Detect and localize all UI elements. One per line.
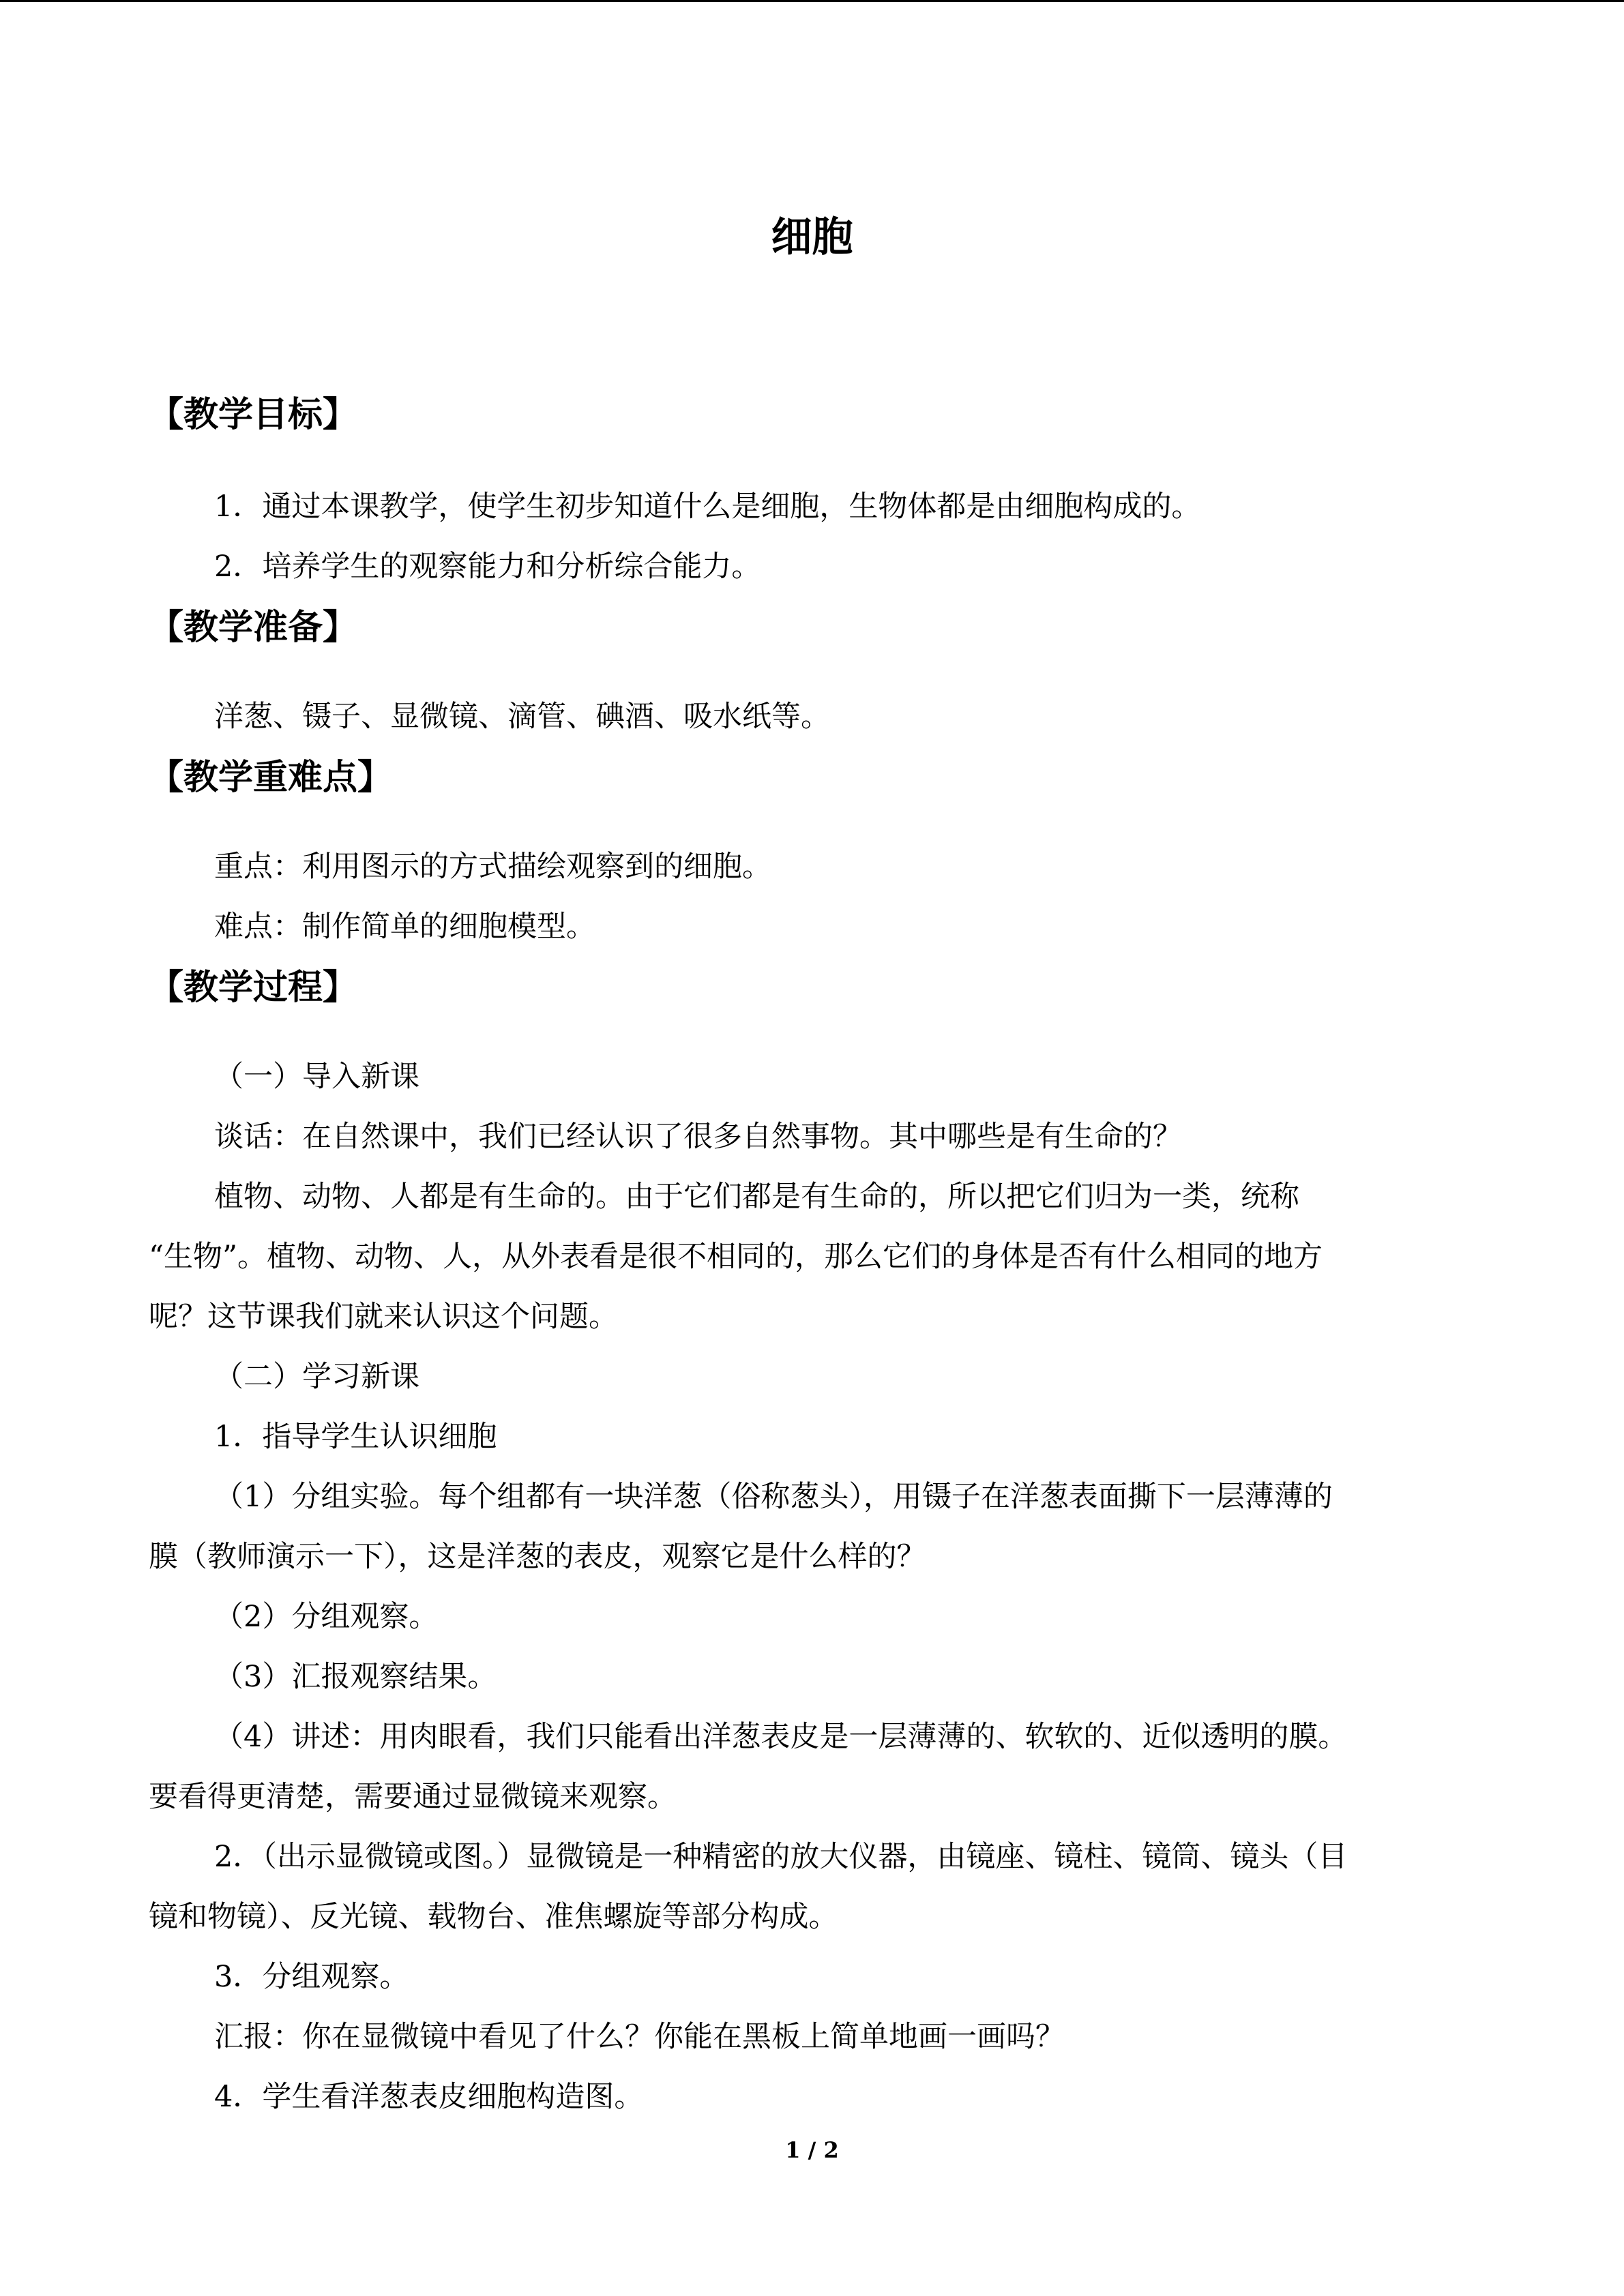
section-heading-objectives: 【教学目标】: [149, 395, 358, 435]
key-point-item: 重点：利用图示的方式描绘观察到的细胞。: [214, 850, 771, 884]
process-paragraph-continued: 要看得更清楚，需要通过显微镜来观察。: [149, 1780, 677, 1814]
objective-item: 2．培养学生的观察能力和分析综合能力。: [214, 550, 761, 584]
process-paragraph: 3．分组观察。: [214, 1960, 409, 1994]
process-paragraph: 汇报：你在显微镜中看见了什么？你能在黑板上简单地画一画吗？: [214, 2020, 1065, 2054]
preparation-item: 洋葱、镊子、显微镜、滴管、碘酒、吸水纸等。: [214, 700, 830, 734]
document-body: [149, 384, 1475, 2127]
process-paragraph-continued: 呢？这节课我们就来认识这个问题。: [149, 1300, 618, 1334]
process-paragraph: 植物、动物、人都是有生命的。由于它们都是有生命的，所以把它们归为一类，统称: [214, 1180, 1299, 1214]
page-number: 1 / 2: [785, 2137, 839, 2163]
process-paragraph: （2）分组观察。: [214, 1600, 439, 1634]
process-paragraph: 谈话：在自然课中，我们已经认识了很多自然事物。其中哪些是有生命的？: [214, 1120, 1182, 1154]
process-paragraph: 1．指导学生认识细胞: [214, 1420, 497, 1454]
process-paragraph-continued: “生物”。植物、动物、人，从外表看是很不相同的，那么它们的身体是否有什么相同的地方: [149, 1240, 1323, 1274]
process-paragraph: （一）导入新课: [214, 1060, 419, 1094]
process-paragraph: （4）讲述：用肉眼看，我们只能看出洋葱表皮是一层薄薄的、软软的、近似透明的膜。: [214, 1720, 1348, 1754]
process-paragraph-continued: 膜（教师演示一下），这是洋葱的表皮，观察它是什么样的？: [149, 1540, 926, 1574]
process-paragraph: （二）学习新课: [214, 1360, 419, 1394]
process-paragraph: 2．（出示显微镜或图。）显微镜是一种精密的放大仪器，由镜座、镜柱、镜筒、镜头（目: [214, 1840, 1348, 1874]
process-paragraph: （1）分组实验。每个组都有一块洋葱（俗称葱头），用镊子在洋葱表面撕下一层薄薄的: [214, 1480, 1333, 1514]
section-heading-preparation: 【教学准备】: [149, 608, 358, 648]
section-heading-key-points: 【教学重难点】: [149, 758, 393, 798]
objective-item: 1．通过本课教学，使学生初步知道什么是细胞，生物体都是由细胞构成的。: [214, 490, 1201, 524]
section-heading-process: 【教学过程】: [149, 968, 358, 1008]
key-point-item: 难点：制作简单的细胞模型。: [214, 910, 595, 944]
document-title: 细胞: [771, 213, 853, 261]
process-paragraph: （3）汇报观察结果。: [214, 1660, 497, 1694]
process-paragraph: 4．学生看洋葱表皮细胞构造图。: [214, 2080, 644, 2114]
process-paragraph-continued: 镜和物镜）、反光镜、载物台、准焦螺旋等部分构成。: [149, 1900, 838, 1934]
